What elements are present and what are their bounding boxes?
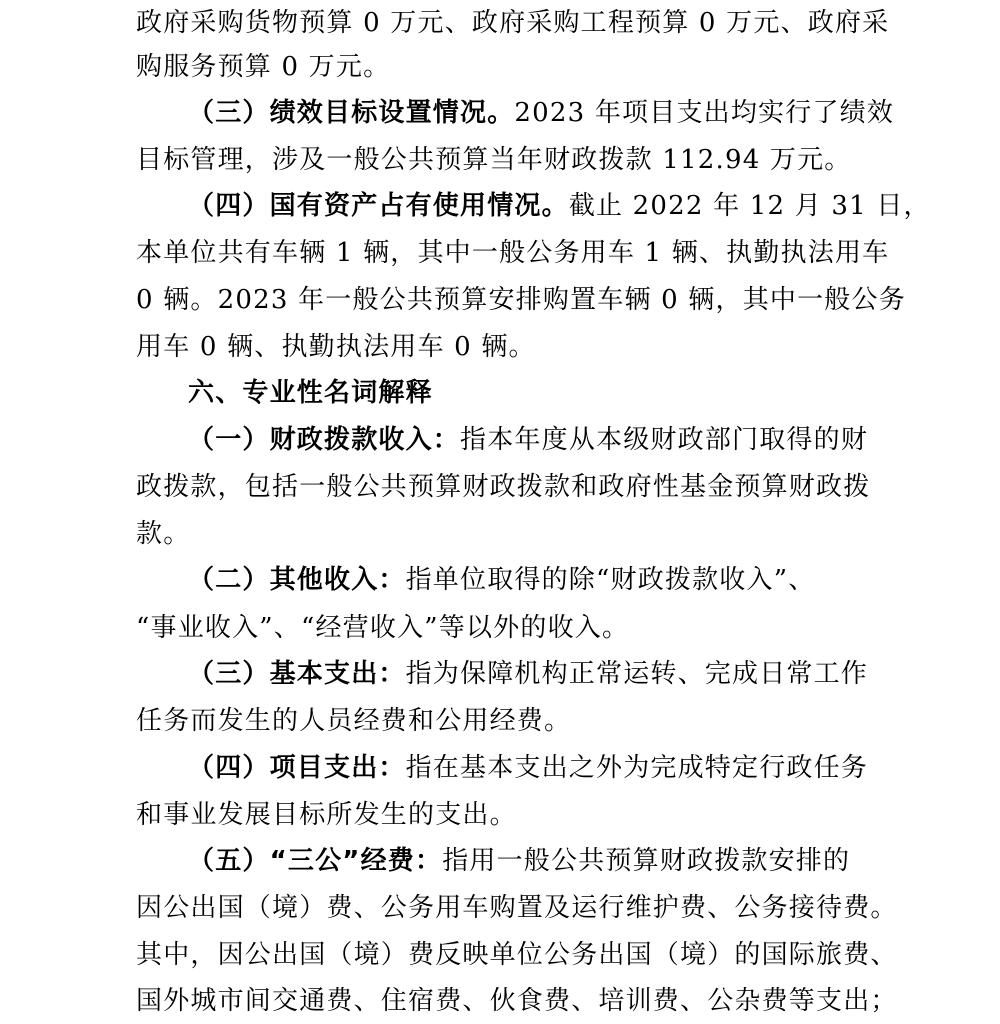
paragraph-line: 本单位共有车辆 1 辆，其中一般公务用车 1 辆、执勤执法用车	[136, 238, 890, 268]
paragraph-line: （四）国有资产占有使用情况。截止 2022 年 12 月 31 日，	[188, 191, 931, 221]
paragraph-line: （二）其他收入：指单位取得的除“财政拨款收入”、	[188, 565, 816, 595]
paragraph-line: 其中，因公出国（境）费反映单位公务出国（境）的国际旅费、	[136, 940, 898, 970]
paragraph-line: （三）绩效目标设置情况。2023 年项目支出均实行了绩效	[188, 98, 895, 128]
section-heading: 六、专业性名词解释	[188, 378, 433, 408]
paragraph-line: （一）财政拨款收入：指本年度从本级财政部门取得的财	[188, 425, 869, 455]
paragraph-line: 0 辆。2023 年一般公共预算安排购置车辆 0 辆，其中一般公务	[136, 285, 906, 315]
paragraph-line: （五）“三公”经费：指用一般公共预算财政拨款安排的	[188, 846, 851, 876]
paragraph-line: （四）项目支出：指在基本支出之外为完成特定行政任务	[188, 753, 869, 783]
paragraph-line: 任务而发生的人员经费和公用经费。	[136, 706, 572, 736]
paragraph-line: 用车 0 辆、执勤执法用车 0 辆。	[136, 332, 536, 362]
paragraph-line: 购服务预算 0 万元。	[136, 52, 391, 82]
paragraph-line: 政府采购货物预算 0 万元、政府采购工程预算 0 万元、政府采	[136, 8, 890, 38]
paragraph-line: “事业收入”、“经营收入”等以外的收入。	[136, 613, 630, 643]
paragraph-line: 因公出国（境）费、公务用车购置及运行维护费、公务接待费。	[136, 893, 898, 923]
paragraph-line: 政拨款，包括一般公共预算财政拨款和政府性基金预算财政拨	[136, 472, 871, 502]
paragraph-line: 和事业发展目标所发生的支出。	[136, 800, 517, 830]
paragraph-line: （三）基本支出：指为保障机构正常运转、完成日常工作	[188, 659, 869, 689]
paragraph-line: 款。	[136, 519, 191, 549]
paragraph-line: 目标管理，涉及一般公共预算当年财政拨款 112.94 万元。	[136, 145, 852, 175]
paragraph-line: 国外城市间交通费、住宿费、伙食费、培训费、公杂费等支出；	[136, 986, 898, 1016]
